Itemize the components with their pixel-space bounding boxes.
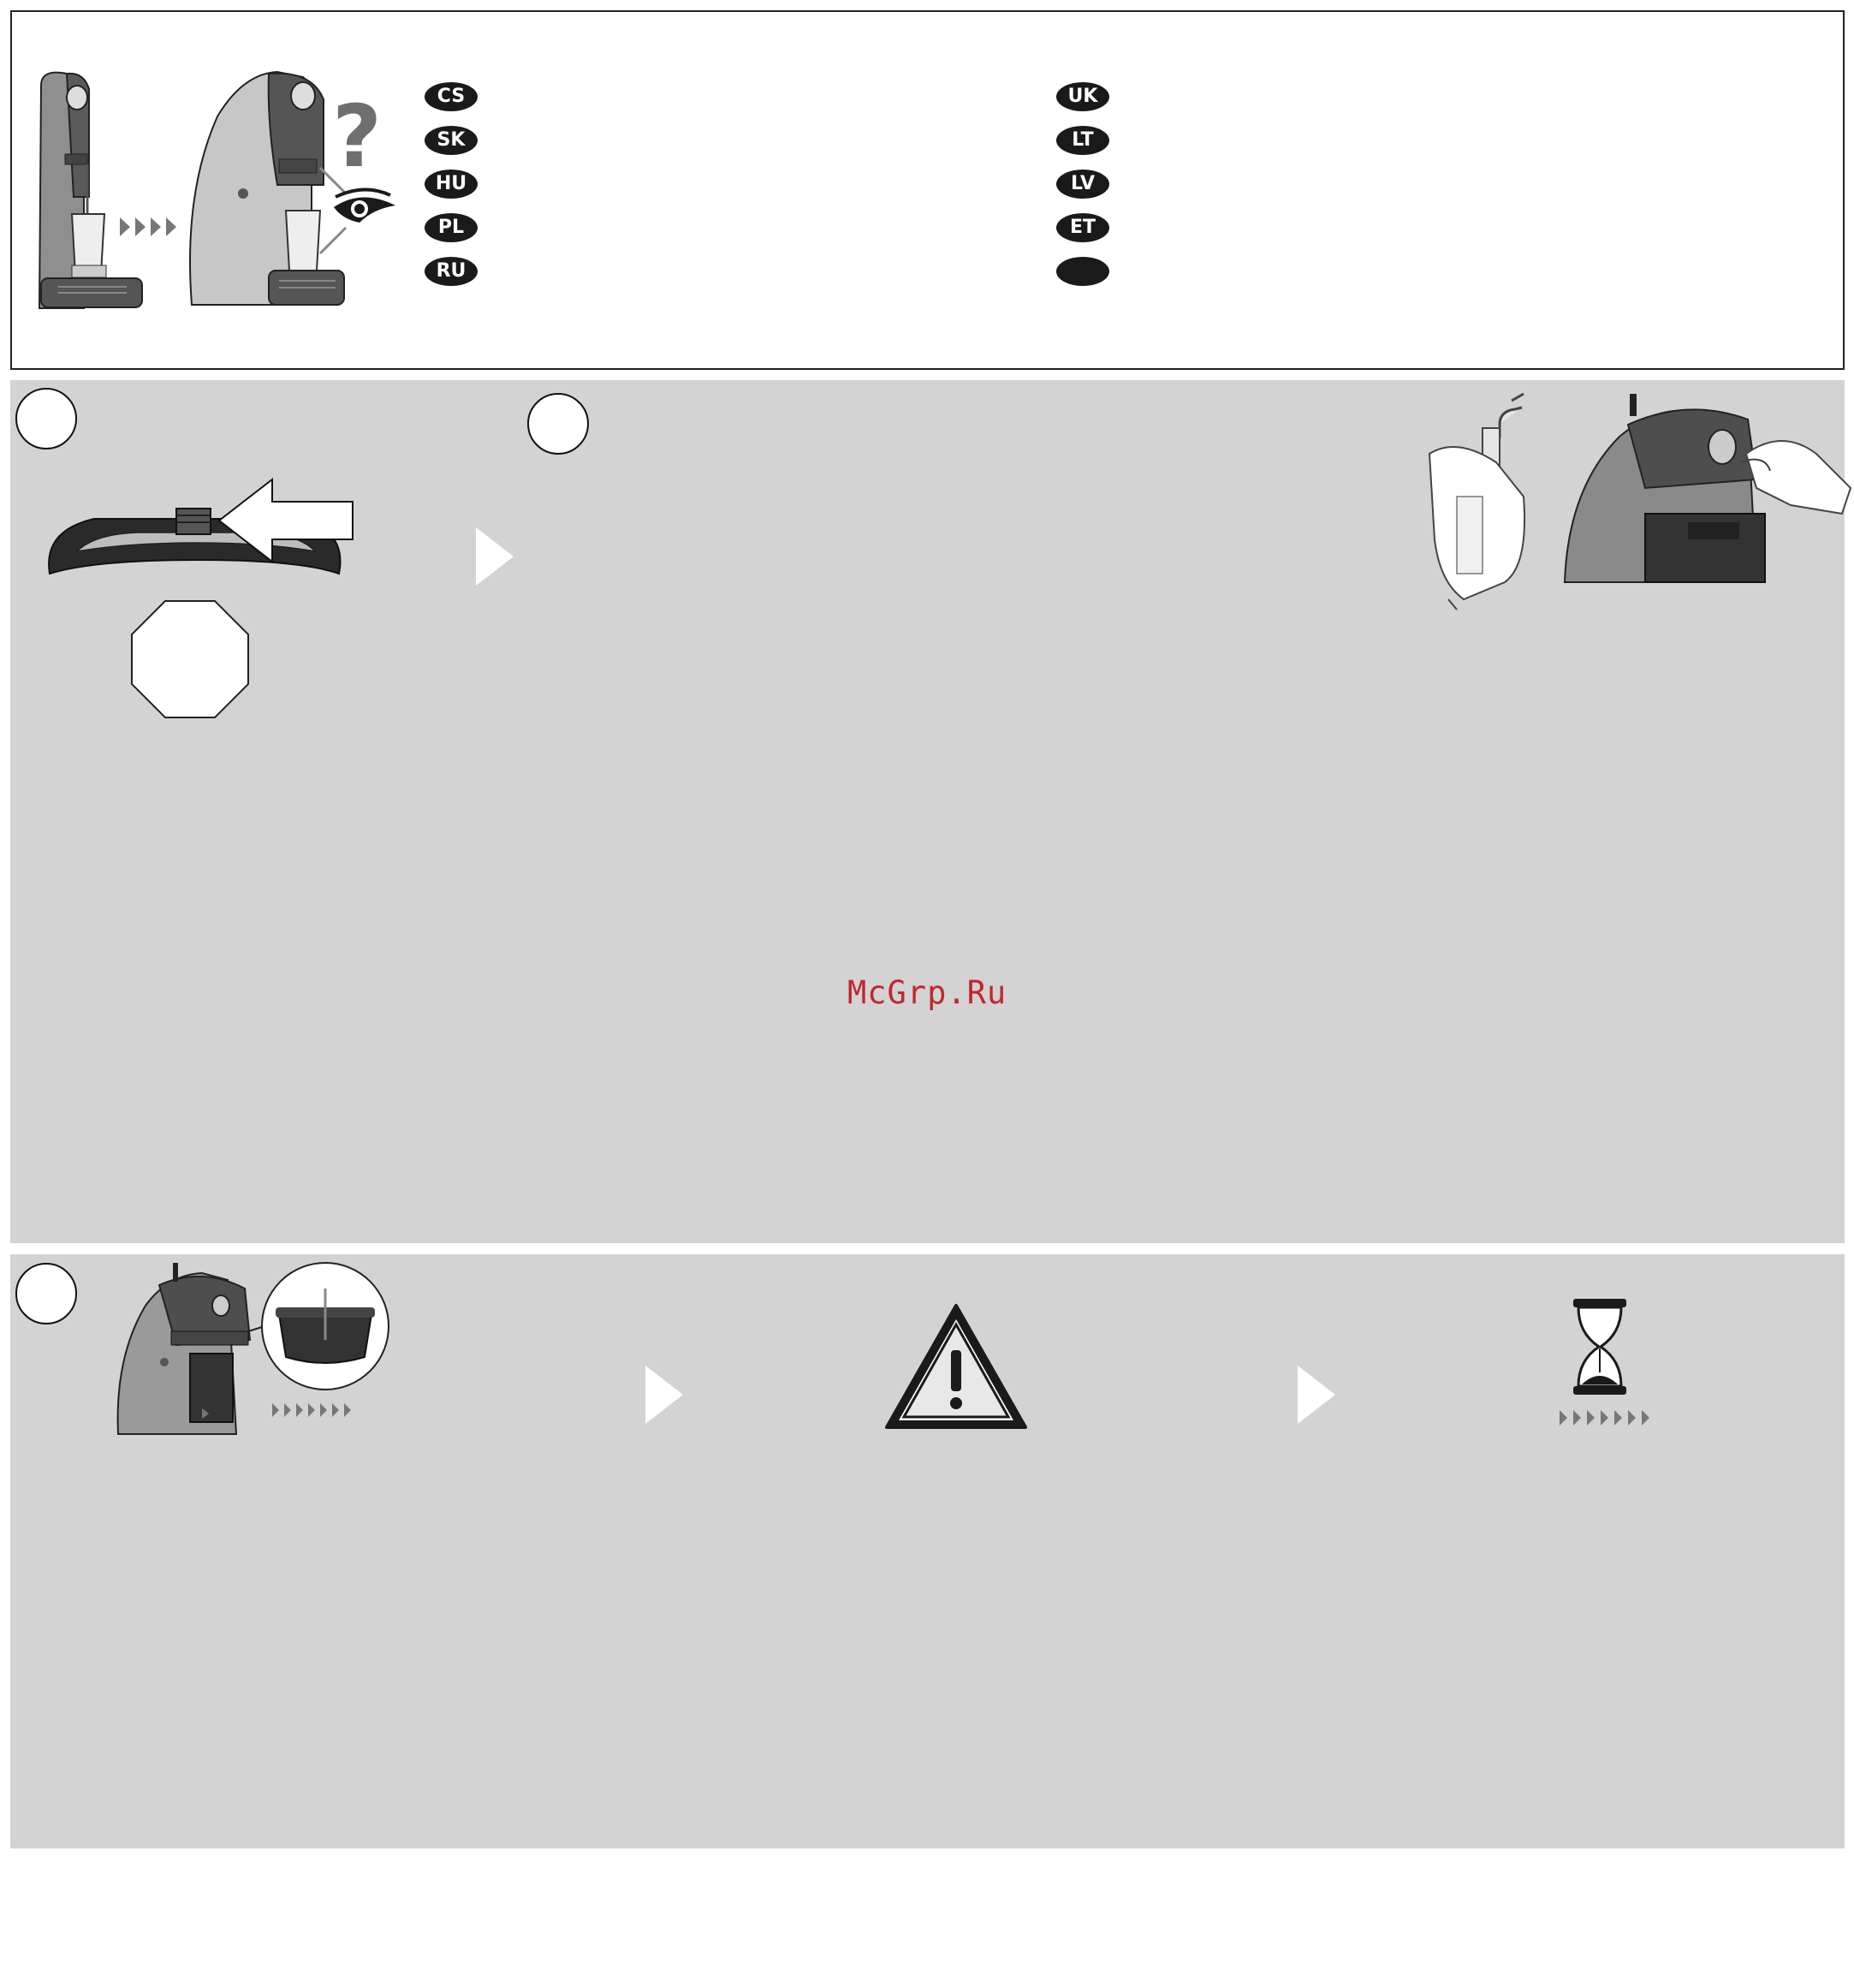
stop-octagon-icon xyxy=(130,599,250,719)
lang-badge-hu: HU xyxy=(425,170,478,199)
progress-arrows-icon xyxy=(272,1402,366,1419)
coffee-machine-check-illustration xyxy=(183,65,346,318)
coffee-machine-brewing-illustration xyxy=(33,68,144,317)
step-panel-brewing xyxy=(10,1254,1845,1848)
hourglass-icon xyxy=(1570,1299,1630,1395)
question-mark-icon: ? xyxy=(332,86,383,187)
water-tank-refill-illustration xyxy=(1423,394,1551,616)
step-panel-drip-tray xyxy=(10,380,1845,1243)
lang-badge-sk: SK xyxy=(425,126,478,155)
lang-badge-blank xyxy=(1056,257,1109,286)
next-step-arrow-icon-3 xyxy=(1298,1366,1335,1424)
watermark-text: McGrp.Ru xyxy=(847,974,1007,1011)
next-step-arrow-icon-2 xyxy=(645,1366,683,1424)
next-step-arrow-icon xyxy=(476,527,514,586)
lang-badge-ru: RU xyxy=(425,257,478,286)
step-number-circle-2 xyxy=(527,393,589,455)
sequence-arrows-icon xyxy=(120,214,188,240)
lang-badge-uk: UK xyxy=(1056,82,1109,111)
lang-badge-et: ET xyxy=(1056,213,1109,242)
lang-badge-lt: LT xyxy=(1056,126,1109,155)
lang-badge-cs: CS xyxy=(425,82,478,111)
warning-triangle-icon xyxy=(883,1302,1029,1431)
lang-badge-lv: LV xyxy=(1056,170,1109,199)
step-number-circle-3 xyxy=(15,1263,77,1324)
progress-arrows-icon-2 xyxy=(1560,1408,1662,1427)
language-header-panel xyxy=(10,10,1845,370)
drip-tray-illustration xyxy=(43,479,351,608)
lang-badge-pl: PL xyxy=(425,213,478,242)
step-number-circle-1 xyxy=(15,388,77,449)
machine-tank-removal-illustration xyxy=(1560,394,1851,582)
eye-icon xyxy=(330,188,399,231)
